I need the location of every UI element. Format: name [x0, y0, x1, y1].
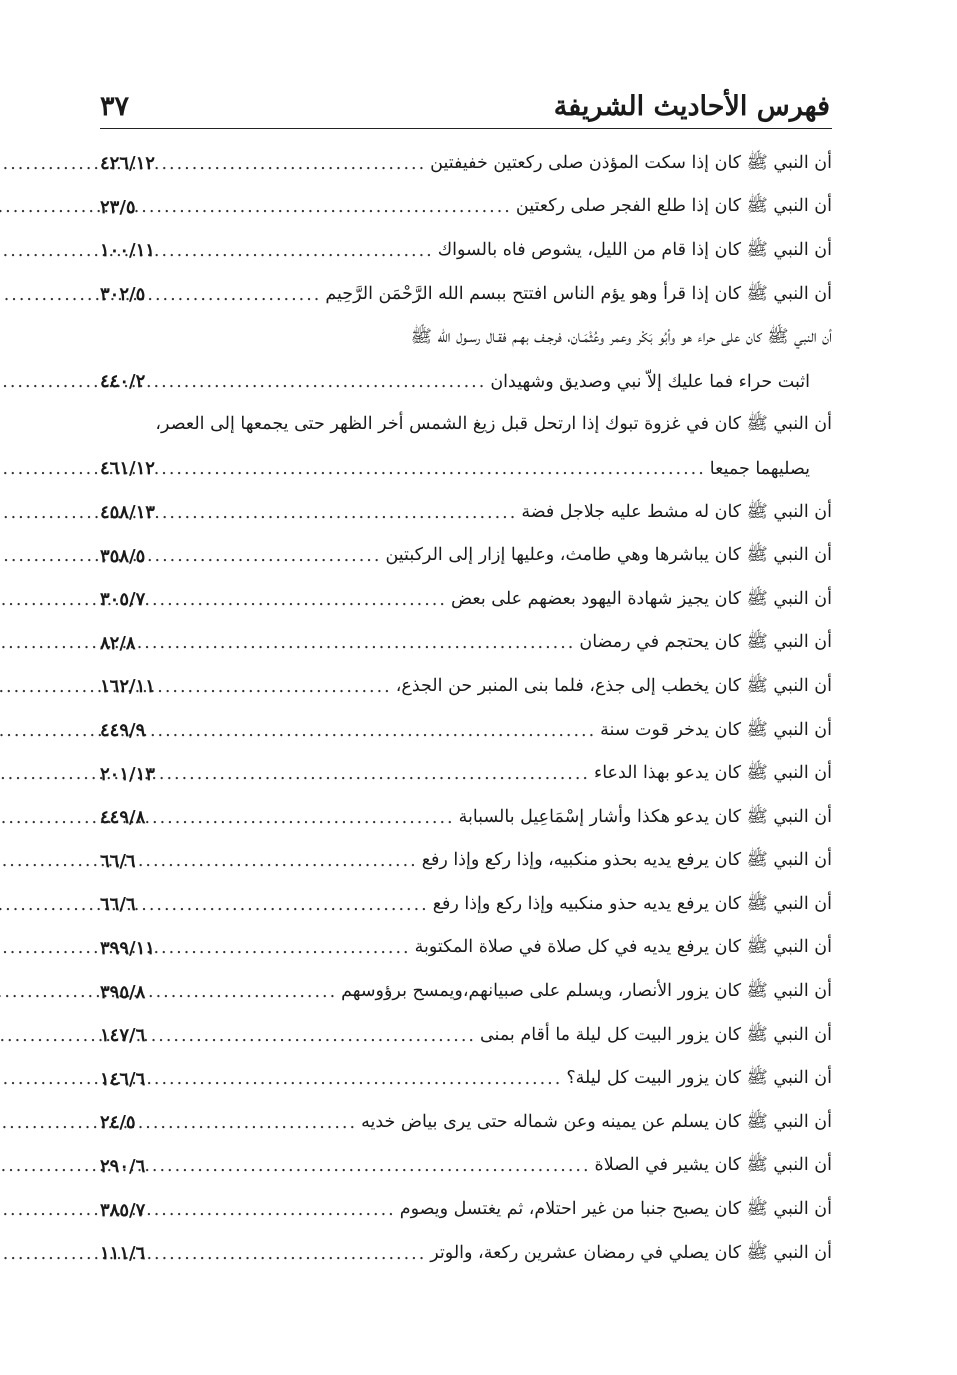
entry-text: أن النبي ﷺ كان إذا سكت المؤذن صلى ركعتين خفيفتين: [430, 152, 832, 173]
entry-text: أن النبي ﷺ كان يشير في الصلاة: [594, 1155, 832, 1176]
entry-text: أن النبي ﷺ كان يصبح جنبا من غير احتلام، ثم يغتسل ويصوم: [399, 1199, 832, 1220]
entry-reference: ٣٠٥/٧: [100, 589, 146, 611]
entry-reference: ٢٠١/١٣: [100, 763, 155, 785]
leader-dots: [140, 1113, 357, 1133]
entry-text: أن النبي ﷺ كان يزور البيت كل ليلة؟: [566, 1068, 832, 1089]
header-divider: [100, 128, 832, 129]
entry-reference: ١٠٠/١١: [100, 240, 155, 262]
index-entry: [100, 796, 832, 840]
leader-dots: [149, 1244, 426, 1264]
index-entry: [100, 883, 832, 927]
leader-dots: [149, 1069, 562, 1089]
leader-dots: [159, 764, 590, 784]
entry-reference: ١١١/٦: [100, 1243, 146, 1265]
leader-dots: [149, 1026, 476, 1046]
index-entry: [100, 1145, 832, 1189]
leader-dots: [149, 1156, 590, 1176]
entry-reference: ٤٢٦/١٢: [100, 153, 155, 175]
leader-dots: [149, 721, 596, 741]
index-entry: [100, 1101, 832, 1145]
hadith-index-list: [100, 142, 832, 1275]
entry-reference: ١٤٧/٦: [100, 1025, 146, 1047]
entry-reference: ١٤٦/٦: [100, 1068, 146, 1090]
entry-text: أن النبي ﷺ كان يجيز شهادة اليهود بعضهم على بعض: [450, 588, 832, 609]
index-entry: [100, 534, 832, 578]
leader-dots: [149, 1200, 395, 1220]
entry-text: اثبت حراء فما عليك إلاّ نبي وصديق وشهيدان: [490, 371, 810, 392]
entry-reference: ١٦٢/١١: [100, 676, 155, 698]
index-entry: [100, 316, 832, 360]
leader-dots: [149, 808, 454, 828]
index-entry: [100, 404, 832, 448]
entry-reference: ٣٩٩/١١: [100, 937, 155, 959]
leader-dots: [149, 982, 337, 1002]
entry-text: أن النبي ﷺ كان يدعو هكذا وأشار إسْمَاعِيل بالسبابة: [458, 806, 832, 827]
index-entry: [100, 1057, 832, 1101]
entry-text: أن النبي ﷺ كان يصلي في رمضان عشرين ركعة، والوتر: [430, 1242, 832, 1263]
leader-dots: [159, 938, 411, 958]
leader-dots: [159, 154, 426, 174]
entry-text: أن النبي ﷺ كان يرفع يديه حذو منكبيه وإذا ركع وإذا رفع: [432, 893, 832, 914]
entry-text: أن النبي ﷺ كان يرفع يديه بحذو منكبيه، وإذا ركع وإذا رفع: [421, 850, 832, 871]
leader-dots: [149, 372, 486, 392]
leader-dots: [149, 546, 381, 566]
leader-dots: [159, 503, 517, 523]
entry-text: يصليهما جميعا: [709, 458, 810, 479]
page-number: ٣٧: [100, 91, 130, 122]
index-entry: [100, 273, 832, 317]
entry-reference: ٨٢/٨: [100, 632, 136, 654]
entry-reference: ٤٥٨/١٣: [100, 502, 155, 524]
index-entry: [100, 970, 832, 1014]
entry-text: أن النبي ﷺ كان يسلم عن يمينه وعن شماله حتى يرى بياض خديه: [361, 1111, 832, 1132]
leader-dots: [149, 590, 447, 610]
entry-text: أن النبي ﷺ كان يزور الأنصار، ويسلم على صبيانهم،ويمسح برؤوسهم: [341, 981, 832, 1002]
entry-text: أن النبي ﷺ كان يخطب إلى جذع، فلما بنى المنبر حن الجذع،: [395, 675, 832, 696]
entry-reference: ٤٤٩/٨: [100, 807, 146, 829]
page-title: فهرس الأحاديث الشريفة: [553, 91, 830, 122]
entry-text: أن النبي ﷺ كان يباشرها وهي طامث، وعليها إزار إلى الركبتين: [385, 545, 832, 566]
entry-text: أن النبي ﷺ كان يزور البيت كل ليلة ما أقام بمنى: [479, 1024, 832, 1045]
index-entry: [100, 665, 832, 709]
leader-dots: [149, 285, 321, 305]
leader-dots: [159, 677, 392, 697]
index-entry-continuation: [100, 447, 832, 491]
entry-text: أن النبي ﷺ كان يدعو بهذا الدعاء: [594, 763, 832, 784]
entry-reference: ٣٨٥/٧: [100, 1199, 146, 1221]
page-header: [100, 72, 830, 120]
index-entry: [100, 752, 832, 796]
index-entry: [100, 840, 832, 884]
index-entry: [100, 578, 832, 622]
index-entry-continuation: [100, 360, 832, 404]
index-entry: [100, 229, 832, 273]
index-entry: [100, 709, 832, 753]
entry-reference: ٦٦/٦: [100, 894, 136, 916]
leader-dots: [159, 459, 706, 479]
leader-dots: [140, 633, 576, 653]
entry-reference: ٣٥٨/٥: [100, 545, 146, 567]
entry-reference: ٦٦/٦: [100, 850, 136, 872]
leader-dots: [140, 895, 429, 915]
entry-reference: ٤٦١/١٢: [100, 458, 155, 480]
entry-text: أن النبي ﷺ كان يرفع يديه في كل صلاة في صلاة المكتوبة: [414, 937, 832, 958]
index-entry: [100, 1188, 832, 1232]
entry-reference: ٢٤/٥: [100, 1112, 136, 1134]
index-entry: [100, 186, 832, 230]
entry-text: أن النبي ﷺ كان في غزوة تبوك إذا ارتحل قبل زيغ الشمس أخر الظهر حتى يجمعها إلى العصر،: [155, 414, 832, 435]
entry-text: أن النبي ﷺ كان إذا قام من الليل، يشوص فاه بالسواك: [437, 239, 832, 260]
entry-text: أن النبي ﷺ كان له مشط عليه جلاجل فضة: [521, 501, 832, 522]
entry-reference: ٣٩٥/٨: [100, 981, 146, 1003]
entry-text: أن النبي ﷺ كان يحتجم في رمضان: [579, 632, 832, 653]
leader-dots: [159, 241, 434, 261]
entry-reference: ٤٤٠/٢: [100, 371, 146, 393]
entry-reference: ٣٠٢/٥: [100, 284, 146, 306]
entry-reference: ٤٤٩/٩: [100, 720, 146, 742]
index-entry: [100, 1014, 832, 1058]
index-entry: [100, 491, 832, 535]
entry-text: أن النبي ﷺ كان على حراء هو وأبُو بَكْر وعمر وعُثْمَـان، فرجـف بهـم فقـال رسـول الله ﷺ: [410, 327, 832, 348]
entry-text: أن النبي ﷺ كان إذا طلع الفجر صلى ركعتين: [515, 196, 832, 217]
entry-reference: ٢٣/٥: [100, 196, 136, 218]
entry-text: أن النبي ﷺ كان إذا قرأ وهو يؤم الناس افتتح ببسم الله الرَّحْمَن الرَّحِيم: [325, 283, 832, 304]
entry-text: أن النبي ﷺ كان يدخر قوت سنة: [600, 719, 832, 740]
index-entry: [100, 622, 832, 666]
index-entry: [100, 1232, 832, 1276]
index-entry: [100, 927, 832, 971]
leader-dots: [140, 197, 512, 217]
leader-dots: [140, 851, 418, 871]
entry-reference: ٢٩٠/٦: [100, 1155, 146, 1177]
index-entry: [100, 142, 832, 186]
